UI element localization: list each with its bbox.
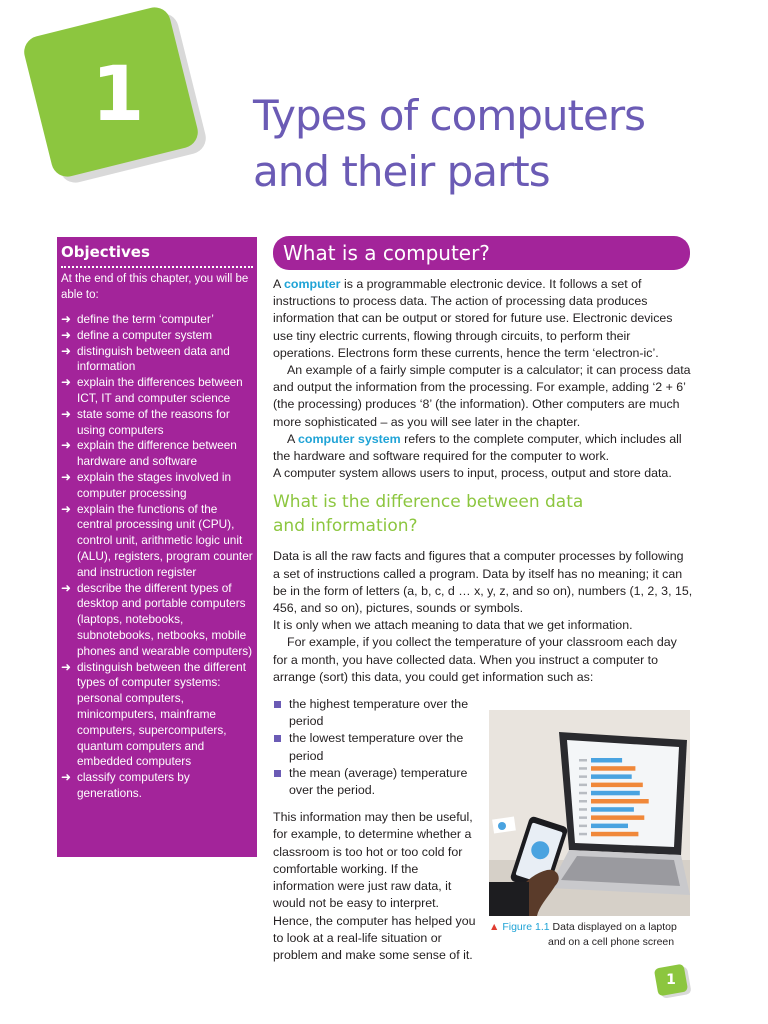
objective-item: ➜ state some of the reasons for using computers (61, 406, 230, 437)
figure-caption (489, 920, 699, 950)
square-bullet-icon (274, 701, 281, 708)
information-bullets (273, 696, 478, 799)
square-bullet-icon (274, 770, 281, 777)
arrow-right-icon: ➜ (61, 312, 72, 326)
screen-bar-label (579, 833, 587, 836)
objective-item: ➜ explain the differences between ICT, IT and computer science (61, 375, 243, 405)
paragraph-temperature-example: For example, if you collect the temperature of your classroom each day for a month, you have collected data. When you instruct a computer to arrange (sort) this data, you could get information such as: (273, 635, 677, 684)
section-heading: What is a computer? (273, 236, 690, 270)
screen-bar (591, 774, 632, 779)
paragraph-calculator-example: An example of a fairly simple computer is a calculator; it can process data and output the information from the processing. For example, adding ‘2 + 6’ (the processing) produces ‘8’ (the information). Other computers are much more sophisticated – as you will see later in the chapter. (273, 363, 691, 429)
bullet-item: the lowest temperature over the period (273, 730, 478, 764)
screen-bar (591, 824, 628, 829)
screen-bar-label (579, 825, 587, 828)
objective-item: ➜ define a computer system (61, 327, 213, 342)
screen-bar-label (579, 775, 587, 778)
keyword-computer-system: computer system (298, 431, 401, 446)
screen-bar-label (579, 784, 587, 787)
chapter-title-line1: Types of computers (253, 91, 645, 140)
screen-bar-label (579, 767, 587, 770)
chapter-title-line2: and their parts (253, 147, 550, 196)
arrow-right-icon: ➜ (61, 406, 72, 421)
objective-item: ➜ distinguish between data and information (61, 343, 230, 374)
bullet-item: the mean (average) temperature over the period. (273, 765, 478, 799)
arrow-right-icon: ➜ (61, 438, 72, 453)
figure-laptop-photo (489, 710, 690, 916)
page-number: 1 (666, 972, 676, 988)
screen-bar-label (579, 800, 587, 803)
objective-item: ➜ classify computers by generations. (61, 770, 190, 800)
objective-item: ➜ distinguish between the different types of computer systems: personal computers, minicomputers, mainframe computers, supercomputers, quantum computers and embedded computers (61, 659, 246, 769)
objective-item: ➜ explain the functions of the central processing unit (CPU), control unit, arithmetic logic unit (ALU), registers, program counter and instruction register (61, 501, 253, 579)
caption-line1: Data displayed on a laptop (549, 921, 677, 933)
laptop-phone-image (489, 710, 690, 916)
paragraph-system-purpose: A computer system allows users to input, process, output and store data. (273, 466, 672, 481)
triangle-up-icon: ▲ (489, 921, 500, 933)
paragraph-information: It is only when we attach meaning to data that we get information. (273, 618, 633, 633)
arrow-right-icon: ➜ (61, 327, 72, 342)
screen-bar (591, 783, 643, 788)
square-bullet-icon (274, 735, 281, 742)
screen-bar-label (579, 816, 587, 819)
screen-bar-label (579, 808, 587, 811)
arrow-right-icon: ➜ (61, 580, 72, 595)
screen-bar (591, 758, 622, 763)
arrow-right-icon: ➜ (61, 469, 72, 484)
objective-item: ➜ explain the difference between hardware and software (61, 438, 237, 469)
objective-item: ➜ explain the stages involved in computer processing (61, 469, 232, 500)
objectives-box (57, 237, 257, 857)
arrow-right-icon: ➜ (61, 343, 72, 358)
arrow-right-icon: ➜ (61, 375, 72, 390)
screen-bar (591, 766, 635, 771)
objective-item: ➜ describe the different types of desktop and portable computers (laptops, notebooks, subnotebooks, netbooks, mobile phones and wearable computers) (61, 580, 253, 658)
paragraph-computer-definition: A computer is a programmable electronic device. It follows a set of instructions to process data. The action of processing data produces information that can be output or stored for future use. Electronic devices use tiny electric currents, flowing through circuits, to perform their operations. Electrons form these currents, hence the term ‘electron-ic’. (273, 277, 673, 360)
screen-bar (591, 799, 649, 804)
bullet-item: the highest temperature over the period (273, 696, 478, 730)
subsection-heading: What is the difference between data and information? (273, 492, 584, 537)
arrow-right-icon: ➜ (61, 770, 72, 785)
arrow-right-icon: ➜ (61, 659, 72, 674)
screen-bar (591, 815, 644, 820)
paragraph-data-definition: Data is all the raw facts and figures that a computer processes by following a set of instructions called a program. Data by itself has no meaning; it can be in the form of letters (a, b, c, d … x, y, z, and so on), numbers (1, 2, 3, 15, 456, and so on), pictures, sounds or symbols. (273, 549, 693, 616)
screen-bar (591, 791, 640, 796)
paragraph-information-use: This information may then be useful, for example, to determine whether a classroom is too hot or too cold for comfortable working. If the information were just raw data, it would not be easy to interpret. Hence, the computer has helped you to look at a real-life situation or problem and make some sense of it. (273, 810, 476, 962)
chapter-title (253, 88, 713, 200)
caption-line2: and on a cell phone screen (548, 936, 675, 948)
paragraph-computer-system: A computer system refers to the complete computer, which includes all the hardware and software required for the computer to work. (273, 431, 682, 464)
screen-bar (591, 807, 634, 812)
screen-bar-label (579, 759, 587, 762)
chapter-number: 1 (91, 49, 145, 138)
objectives-intro: At the end of this chapter, you will be able to: (61, 273, 249, 301)
objectives-title: Objectives (61, 241, 253, 268)
screen-bar (591, 832, 638, 837)
objective-item: ➜ define the term ‘computer’ (61, 312, 214, 326)
arrow-right-icon: ➜ (61, 501, 72, 516)
keyword-computer: computer (284, 277, 341, 291)
figure-label: Figure 1.1 (502, 921, 550, 933)
screen-bar-label (579, 792, 587, 795)
objectives-list (61, 312, 253, 802)
